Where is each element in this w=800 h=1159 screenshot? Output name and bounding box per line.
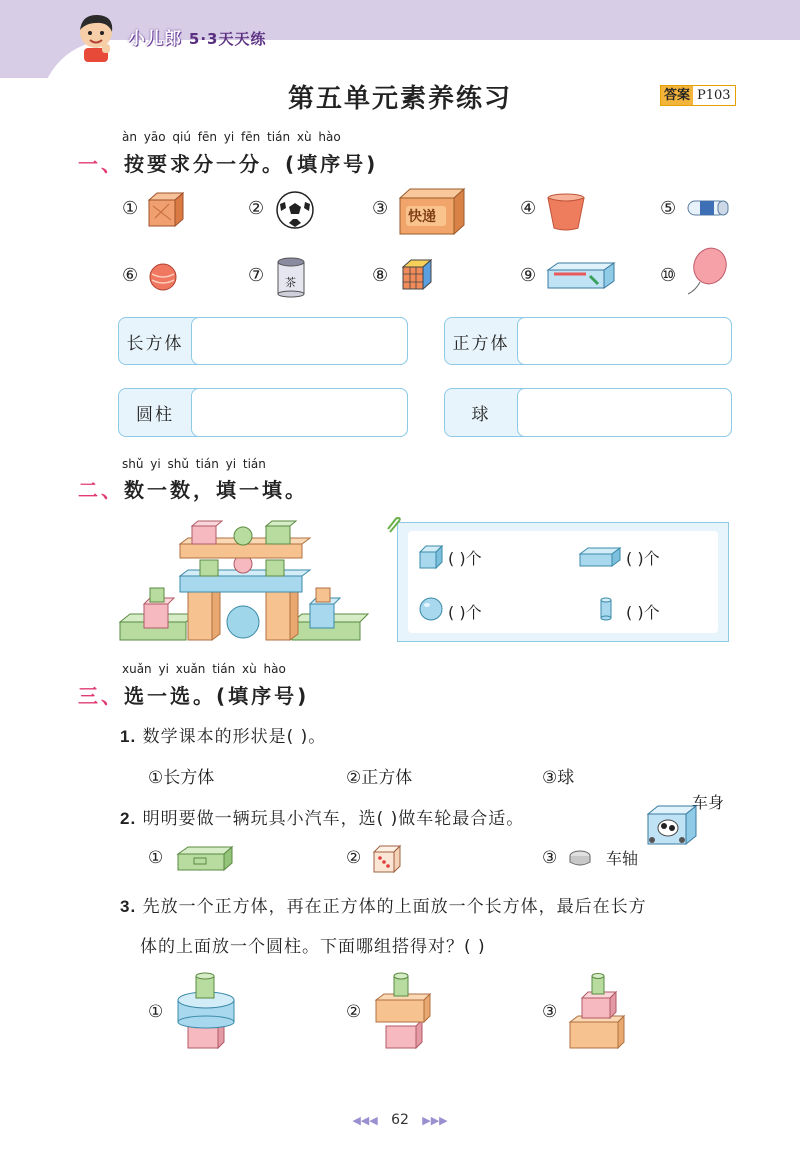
item-label-5: ⑤	[660, 198, 677, 219]
answer-field-cuboid[interactable]	[191, 317, 408, 365]
count-cuboid-icon	[578, 546, 622, 568]
section2-title: 数一数，填一填。	[124, 478, 308, 502]
answer-field-cube[interactable]	[517, 317, 732, 365]
q2-option-b[interactable]: ②	[346, 848, 362, 868]
q3-option-b[interactable]: ②	[346, 1002, 362, 1022]
stack-option-1-icon	[174, 972, 238, 1052]
answer-label: 答案	[661, 86, 693, 105]
balloon-icon	[682, 246, 730, 298]
question-3-text-1[interactable]: 先放一个正方体，再在正方体的上面放一个长方体，最后在长方	[142, 897, 647, 917]
item-label-6: ⑥	[122, 265, 139, 286]
section3-pinyin: xuǎn yi xuǎn tián xù hào	[122, 662, 286, 676]
soccer-ball-icon	[274, 190, 316, 230]
count-cylinder-blank[interactable]: ( )个	[626, 603, 660, 622]
glue-stick-icon	[686, 198, 730, 218]
count-cylinder-icon	[598, 596, 614, 622]
brand-main: 小儿郎	[128, 29, 182, 49]
question-3	[120, 892, 647, 917]
answer-field-sphere[interactable]	[517, 388, 732, 437]
dice-icon	[372, 844, 402, 874]
category-box-cylinder	[118, 388, 408, 437]
section3-number: 三、	[78, 684, 124, 708]
rubik-cube-icon	[400, 258, 434, 292]
q1-option-a[interactable]: ①长方体	[148, 768, 215, 788]
item-label-10: ⑩	[660, 265, 677, 286]
express-box-label: 快递	[408, 209, 436, 225]
item-label-4: ④	[520, 198, 537, 219]
question-2-text[interactable]: 明明要做一辆玩具小汽车，选( )做车轮最合适。	[142, 809, 525, 829]
question-2-number: 2.	[120, 809, 137, 828]
footer-right-arrows: ▶▶▶	[422, 1114, 448, 1127]
page-number: 62	[391, 1112, 409, 1128]
page-footer	[0, 1112, 800, 1128]
brand-sub: 5·3天天练	[188, 30, 267, 48]
category-box-cube	[444, 317, 732, 365]
category-label-cuboid: 长方体	[126, 333, 184, 354]
category-box-sphere	[444, 388, 732, 437]
mascot-icon	[74, 10, 118, 62]
category-label-cylinder: 圆柱	[136, 405, 174, 425]
bottle-cap-icon	[568, 848, 592, 870]
section2-pinyin: shǔ yi shǔ tián yi tián	[122, 457, 266, 471]
category-box-cuboid	[118, 317, 408, 365]
q2-option-c[interactable]: ③	[542, 848, 558, 868]
tea-can-label: 茶	[285, 276, 296, 289]
item-label-1: ①	[122, 198, 139, 219]
section2-number: 二、	[78, 478, 124, 502]
count-cuboid-blank[interactable]: ( )个	[626, 549, 660, 568]
question-1	[120, 722, 326, 747]
section1-number: 一、	[78, 152, 124, 176]
stack-option-2-icon	[372, 972, 436, 1052]
category-label-cube: 正方体	[452, 333, 510, 354]
question-1-number: 1.	[120, 727, 137, 746]
block-building-illustration	[116, 516, 370, 644]
q3-option-c[interactable]: ③	[542, 1002, 558, 1022]
section1-heading	[78, 148, 378, 177]
answer-field-cylinder[interactable]	[191, 388, 408, 437]
item-label-8: ⑧	[372, 265, 389, 286]
paperclip-icon	[384, 516, 404, 536]
section3-heading	[78, 680, 309, 709]
wooden-cube-icon	[145, 190, 187, 230]
category-label-sphere: 球	[471, 405, 491, 425]
page-title: 第五单元素养练习	[287, 84, 512, 114]
item-label-7: ⑦	[248, 265, 265, 286]
item-label-3: ③	[372, 198, 389, 219]
toothpaste-box-icon	[546, 260, 616, 290]
section1-pinyin: àn yāo qiú fēn yi fēn tián xù hào	[122, 130, 341, 144]
brand-logo	[128, 24, 267, 49]
section2-heading	[78, 474, 308, 503]
footer-left-arrows: ◀◀◀	[352, 1114, 378, 1127]
question-3-number: 3.	[120, 897, 137, 916]
count-sphere-icon	[418, 596, 444, 622]
q1-option-b[interactable]: ②正方体	[346, 768, 413, 788]
bucket-icon	[546, 192, 586, 232]
answer-badge	[660, 85, 736, 106]
ball-icon	[148, 262, 178, 292]
count-panel	[397, 522, 729, 642]
answer-page: P103	[693, 86, 735, 105]
question-1-text[interactable]: 数学课本的形状是( )。	[142, 727, 327, 747]
count-cube-icon	[418, 544, 444, 570]
question-3-text-2[interactable]: 体的上面放一个圆柱。下面哪组搭得对？( )	[140, 937, 486, 957]
item-label-9: ⑨	[520, 265, 537, 286]
car-axle-label: 车轴	[606, 849, 639, 868]
section3-title: 选一选。(填序号)	[124, 684, 310, 708]
car-body-label: 车身	[692, 793, 725, 812]
item-label-2: ②	[248, 198, 265, 219]
question-2	[120, 804, 524, 829]
stack-option-3-icon	[568, 970, 628, 1052]
q2-option-a[interactable]: ①	[148, 848, 164, 868]
pencil-box-icon	[176, 844, 234, 872]
q3-option-a[interactable]: ①	[148, 1002, 164, 1022]
count-cube-blank[interactable]: ( )个	[448, 549, 482, 568]
q1-option-c[interactable]: ③球	[542, 768, 575, 788]
count-sphere-blank[interactable]: ( )个	[448, 603, 482, 622]
section1-title: 按要求分一分。(填序号)	[124, 152, 379, 176]
